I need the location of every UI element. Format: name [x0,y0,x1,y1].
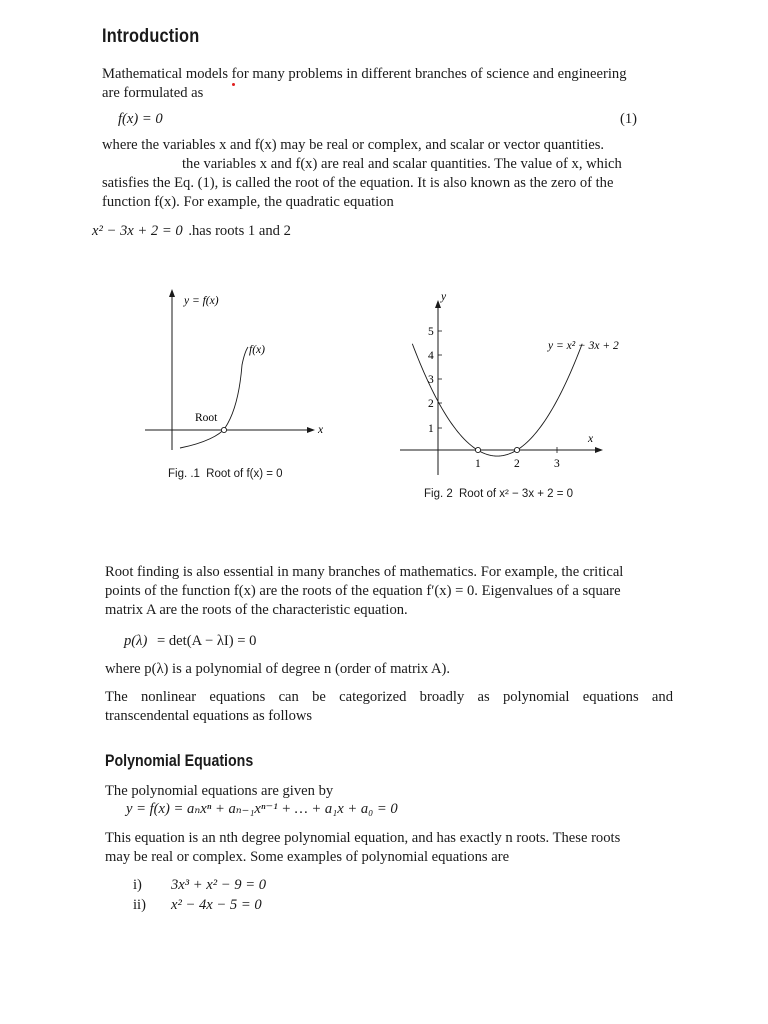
fig2-x-tick-3: 3 [554,458,560,470]
example-item-2 [133,896,262,915]
figure-2 [395,285,625,485]
fig1-curve [180,347,248,448]
polynomial-intro: The polynomial equations are given by [105,783,334,799]
fig2-root-point-2 [514,447,519,452]
fig2-y-tick-2: 2 [428,398,434,410]
fig1-y-label: y = f(x) [184,295,219,307]
text-line: Mathematical models for many problems in different branches of science and engineering [102,66,627,82]
section-heading-introduction: Introduction [102,26,200,47]
categorization-paragraph [105,688,673,726]
polynomial-description [105,829,673,867]
fig1-x-arrow [307,427,315,433]
text-line: satisfies the Eq. (1), is called the root of the equation. It is also known as the zero of the [102,175,614,191]
fig2-y-tick-4: 4 [428,350,434,362]
figure-1-caption: Fig. .1 Root of f(x) = 0 [168,468,283,480]
root-finding-paragraph [105,563,669,620]
text-line: the variables x and f(x) are real and scalar quantities. The value of x, which [182,156,622,172]
fig2-x-label: x [588,433,594,445]
fig2-curve-label: y = x² − 3x + 2 [548,340,619,352]
example-label: ii) [133,897,146,913]
example-equation: x² − 4x − 5 = 0 [171,897,262,913]
text-line: transcendental equations as follows [105,708,313,724]
fig1-root-point [221,427,226,432]
fig1-x-label: x [318,424,324,436]
definition-paragraph [102,136,682,212]
example-equation: 3x³ + x² − 9 = 0 [171,877,267,893]
text-line: This equation is an nth degree polynomial equation, and has exactly n roots. These roots [105,830,621,846]
fig2-y-tick-1: 1 [428,423,434,435]
where-line: where p(λ) is a polynomial of degree n (order of matrix A). [105,661,451,677]
section-heading-polynomial: Polynomial Equations [105,752,254,770]
fig2-y-tick-marks [438,331,442,428]
fig2-y-tick-labels [428,326,434,435]
text-line: may be real or complex. Some examples of polynomial equations are [105,849,510,865]
figure-2-caption: Fig. 2 Root of x² − 3x + 2 = 0 [424,488,574,500]
text-line: function f(x). For example, the quadratic equation [102,194,394,210]
fig2-x-arrow [595,447,603,453]
figure-1 [140,285,340,485]
fig1-root-label: Root [195,412,218,424]
text-line: matrix A are the roots of the characteristic equation. [105,602,408,618]
fig2-y-label: y [441,291,447,303]
intro-paragraph [102,65,682,103]
fig2-y-tick-3: 3 [428,374,434,386]
text-line: points of the function f(x) are the roots of the equation f′(x) = 0. Eigenvalues of a square [105,583,621,599]
text-line: where the variables x and f(x) may be real or complex, and scalar or vector quantities. [102,137,605,153]
fig1-curve-label: f(x) [249,344,265,356]
fig2-root-point-1 [475,447,480,452]
fig2-x-tick-2: 2 [514,458,520,470]
text-line: The nonlinear equations can be categorized broadly as polynomial equations and [105,689,673,705]
characteristic-equation: p(λ) = det(A − λI) = 0 [124,633,257,649]
fig2-x-tick-labels [475,458,560,470]
example-item-1 [133,876,266,895]
fig1-y-arrow [169,289,175,297]
polynomial-general-equation: y = f(x) = aₙxⁿ + aₙ₋₁xⁿ⁻¹ + … + a₁x + a₀ = 0 [126,801,398,817]
fig2-x-tick-1: 1 [475,458,481,470]
quadratic-example: x² − 3x + 2 = 0 .has roots 1 and 2 [92,223,291,239]
fig2-y-tick-5: 5 [428,326,434,338]
text-line: Root finding is also essential in many branches of mathematics. For example, the critical [105,564,624,580]
equation-1: f(x) = 0 [118,111,163,127]
text-line: are formulated as [102,85,204,101]
equation-number: (1) [620,111,638,127]
annotation-dot [232,83,235,86]
example-label: i) [133,877,142,893]
